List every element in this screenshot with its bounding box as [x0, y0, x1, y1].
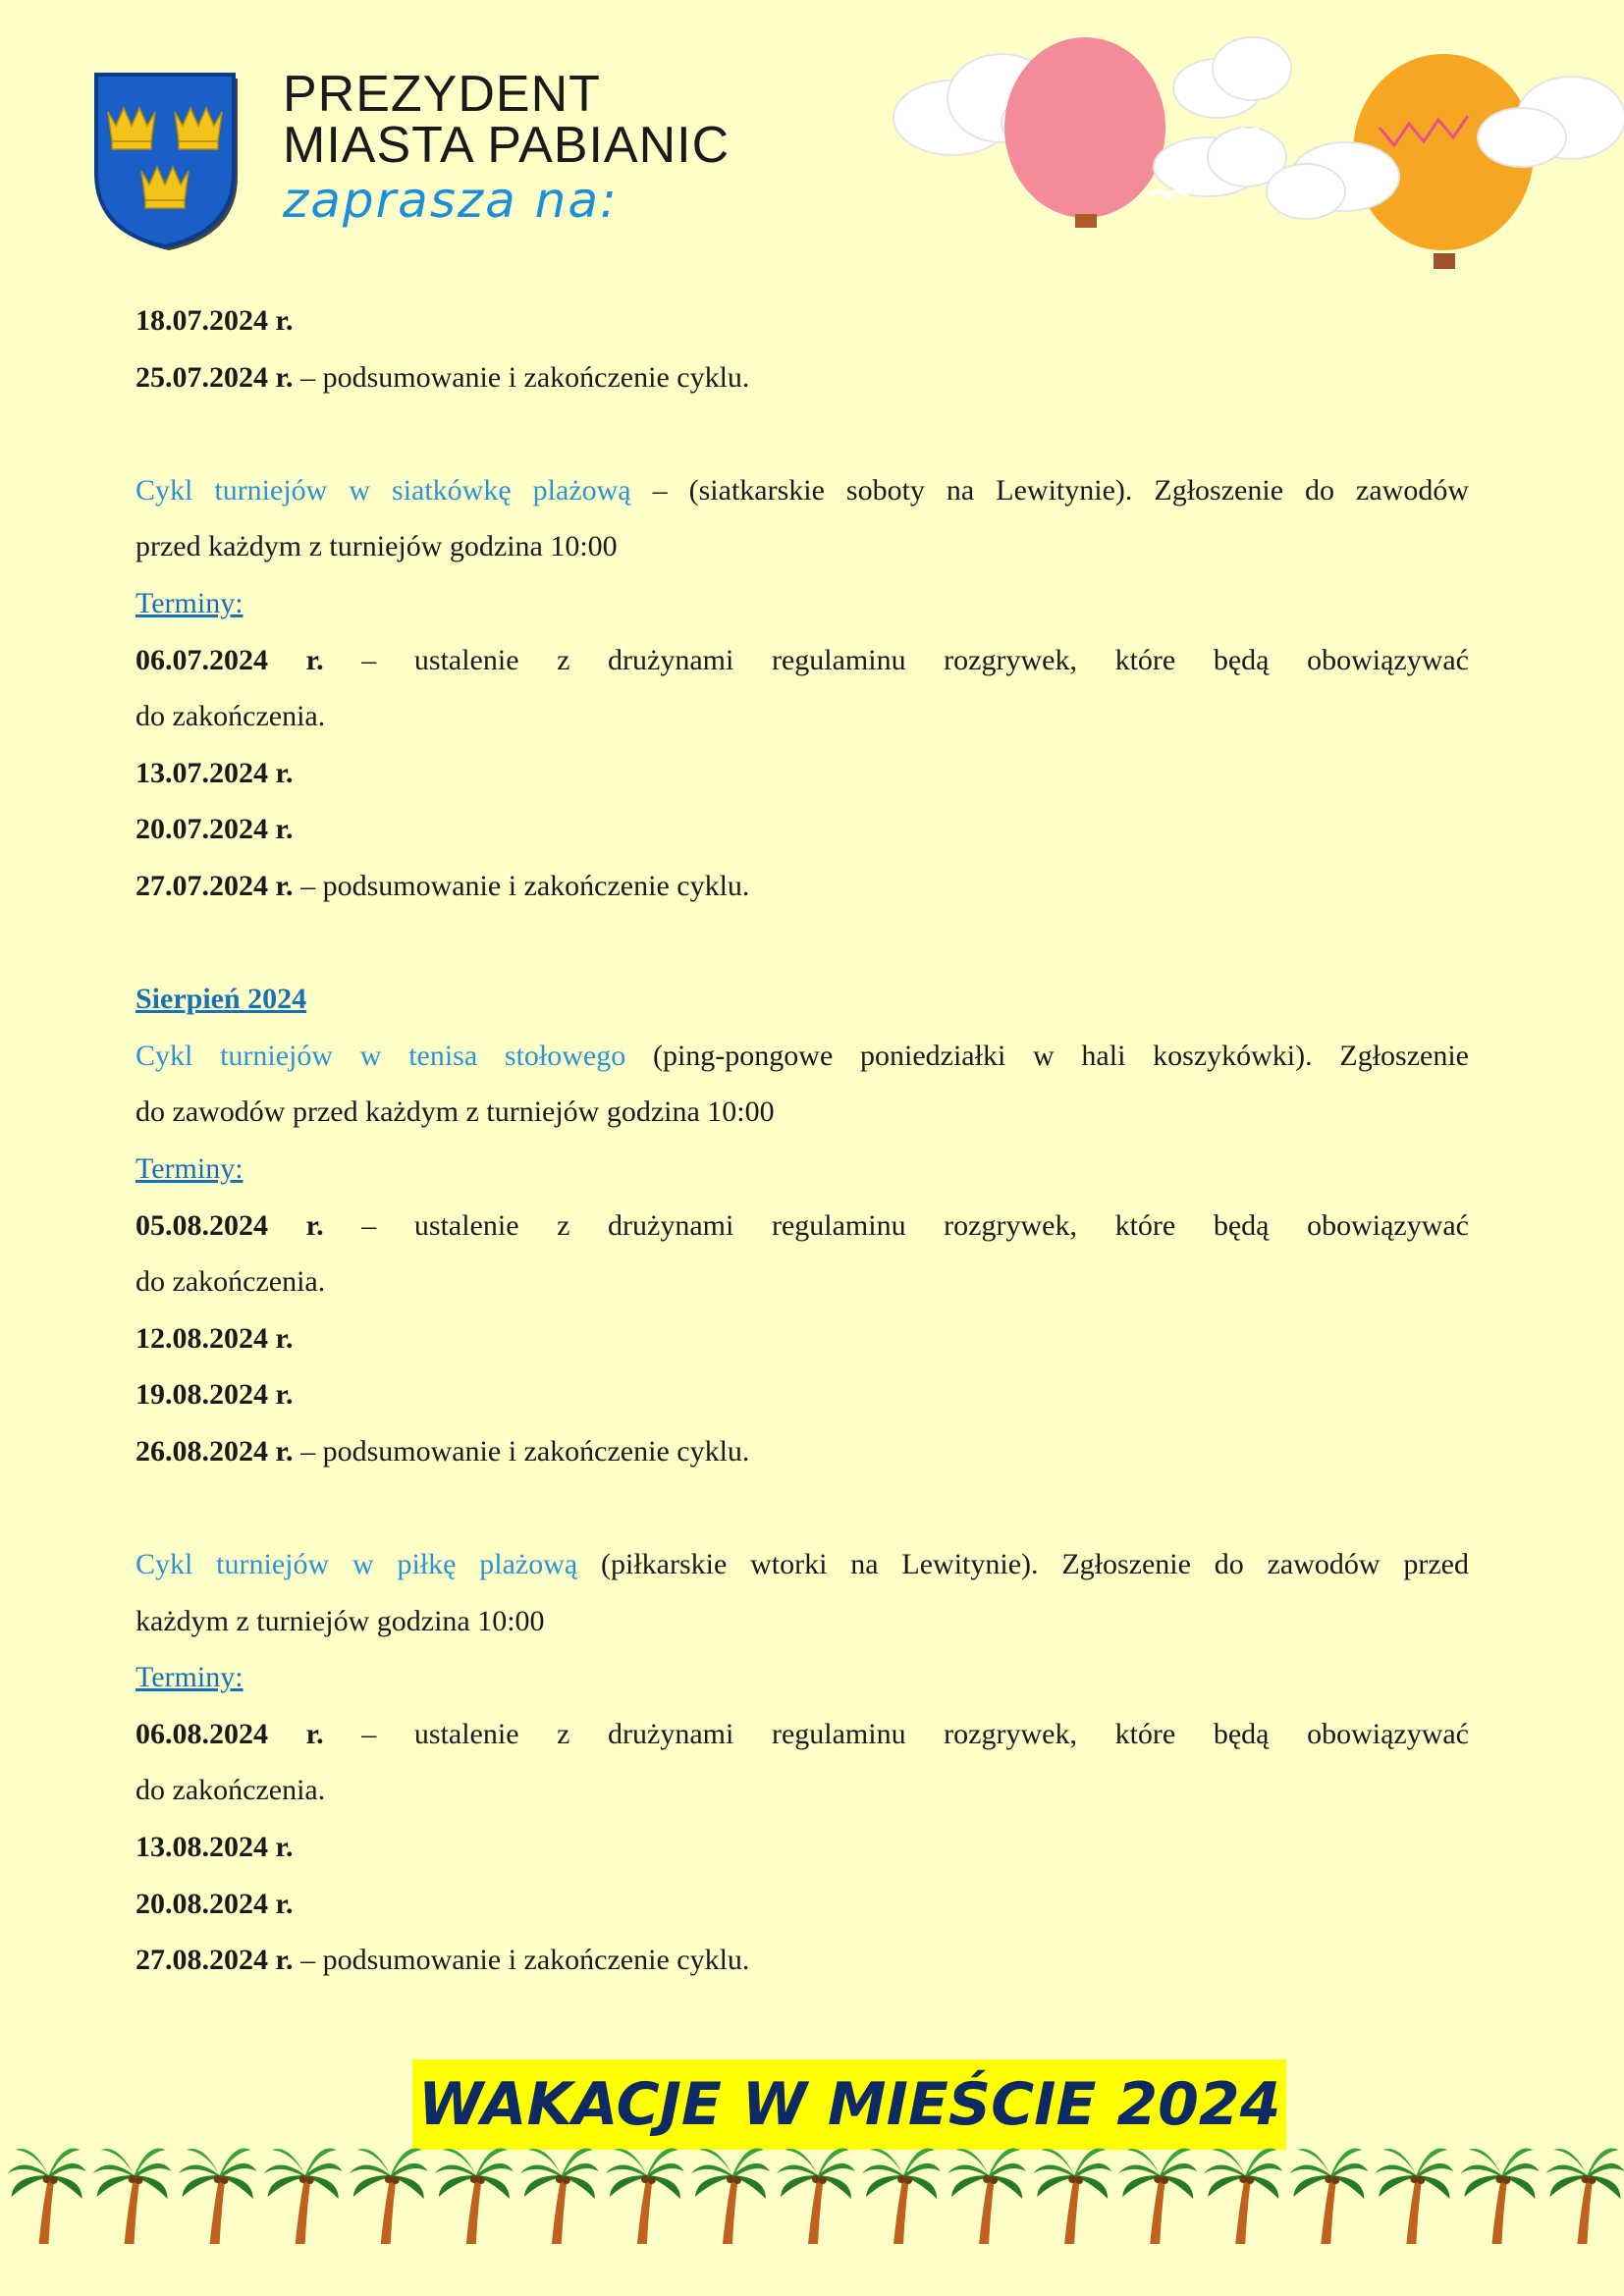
date: 26.08.2024 r.: [135, 1434, 294, 1468]
date-line: [135, 1366, 1469, 1423]
palm-tree-icon: [1118, 2148, 1197, 2244]
volleyball-description: [135, 462, 1469, 519]
date-line: [135, 1310, 1469, 1367]
description-text: (ping-pongowe poniedziałki w hali koszykówki). Zgłoszenie: [625, 1039, 1469, 1072]
palm-tree-icon: [1545, 2148, 1624, 2244]
table-tennis-title: Cykl turniejów w tenisa stołowego: [135, 1039, 626, 1072]
org-title: [283, 66, 731, 174]
footer-banner: WAKACJE W MIEŚCIE 2024: [412, 2059, 1286, 2150]
description-line: do zawodów przed każdym z turniejów godzina 10:00: [135, 1095, 775, 1129]
beach-soccer-title: Cykl turniejów w piłkę plażową: [135, 1548, 578, 1581]
org-title-line1: PREZYDENT: [283, 66, 601, 123]
seagull-icon: [1149, 191, 1188, 196]
date-line: [135, 1819, 1469, 1876]
date-line: [135, 1706, 1469, 1763]
date-line: [135, 1423, 1469, 1480]
palm-tree-icon: [435, 2148, 514, 2244]
palm-tree-icon: [606, 2148, 684, 2244]
palm-tree-icon: [1460, 2148, 1539, 2244]
palm-tree-icon: [8, 2148, 86, 2244]
date-line: [135, 745, 1469, 802]
beach-soccer-description: [135, 1536, 1469, 1593]
date-note: – ustalenie z drużynami regulaminu rozgrywek, które będą obowiązywać: [323, 1208, 1469, 1242]
coat-of-arms-icon: [86, 65, 244, 251]
date: 06.07.2024 r.: [135, 643, 324, 676]
palm-tree-icon: [179, 2148, 257, 2244]
palm-tree-icon: [1375, 2148, 1453, 2244]
date: 25.07.2024 r.: [135, 360, 294, 394]
palm-tree-icon: [1289, 2148, 1368, 2244]
org-subtitle: zaprasza na:: [283, 172, 619, 229]
date-line: [135, 349, 1469, 406]
date: 19.08.2024 r.: [135, 1378, 294, 1412]
terms-label: Terminy:: [135, 1661, 244, 1694]
date: 05.08.2024 r.: [135, 1208, 324, 1242]
document-body: [135, 293, 1469, 1989]
palm-tree-icon: [1204, 2148, 1282, 2244]
date-note-cont: do zakończenia.: [135, 1774, 326, 1807]
balloons-decoration: [884, 20, 1624, 294]
date: 13.08.2024 r.: [135, 1831, 294, 1864]
date-line: [135, 1876, 1469, 1933]
date-note: – podsumowanie i zakończenie cyklu.: [293, 1434, 750, 1468]
date-line: [135, 1198, 1469, 1255]
date-note: – ustalenie z drużynami regulaminu rozgrywek, które będą obowiązywać: [323, 643, 1469, 676]
date: 06.08.2024 r.: [135, 1717, 324, 1750]
date-line: [135, 293, 1469, 349]
date: 20.07.2024 r.: [135, 813, 294, 846]
palm-tree-icon: [947, 2148, 1026, 2244]
volleyball-title: Cykl turniejów w siatkówkę plażową: [135, 473, 631, 507]
date: 20.08.2024 r.: [135, 1887, 294, 1920]
palm-tree-icon: [1033, 2148, 1111, 2244]
palm-tree-icon: [520, 2148, 599, 2244]
description-line: każdym z turniejów godzina 10:00: [135, 1604, 545, 1637]
date: 27.07.2024 r.: [135, 869, 294, 902]
date-note: – ustalenie z drużynami regulaminu rozgrywek, które będą obowiązywać: [323, 1717, 1469, 1750]
org-title-line2: MIASTA PABIANIC: [283, 117, 731, 174]
date-note: – podsumowanie i zakończenie cyklu.: [293, 360, 750, 394]
palm-tree-icon: [691, 2148, 770, 2244]
terms-label: Terminy:: [135, 586, 244, 619]
date-line: [135, 1932, 1469, 1989]
palm-tree-icon: [350, 2148, 428, 2244]
palm-tree-icon: [93, 2148, 172, 2244]
date-note: – podsumowanie i zakończenie cyklu.: [293, 1944, 750, 1977]
month-heading: Sierpień 2024: [135, 983, 307, 1016]
date: 18.07.2024 r.: [135, 304, 294, 337]
date-line: [135, 632, 1469, 689]
palm-tree-row: [0, 2146, 1624, 2254]
date-note: – podsumowanie i zakończenie cyklu.: [293, 869, 750, 902]
description-line: przed każdym z turniejów godzina 10:00: [135, 530, 618, 563]
page-header: [0, 0, 1624, 294]
hot-air-balloon-icon: [1004, 37, 1165, 228]
description-text: – (siatkarskie soboty na Lewitynie). Zgłoszenie do zawodów: [630, 473, 1469, 507]
date: 13.07.2024 r.: [135, 756, 294, 789]
table-tennis-description: [135, 1028, 1469, 1085]
date-note-cont: do zakończenia.: [135, 1265, 326, 1299]
date-line: [135, 858, 1469, 915]
palm-tree-icon: [777, 2148, 855, 2244]
date: 27.08.2024 r.: [135, 1944, 294, 1977]
terms-label: Terminy:: [135, 1151, 244, 1185]
date-note-cont: do zakończenia.: [135, 700, 326, 733]
palm-tree-icon: [264, 2148, 343, 2244]
date-line: [135, 801, 1469, 858]
palm-tree-icon: [862, 2148, 941, 2244]
description-text: (piłkarskie wtorki na Lewitynie). Zgłoszenie do zawodów przed: [577, 1548, 1470, 1581]
date: 12.08.2024 r.: [135, 1321, 294, 1355]
